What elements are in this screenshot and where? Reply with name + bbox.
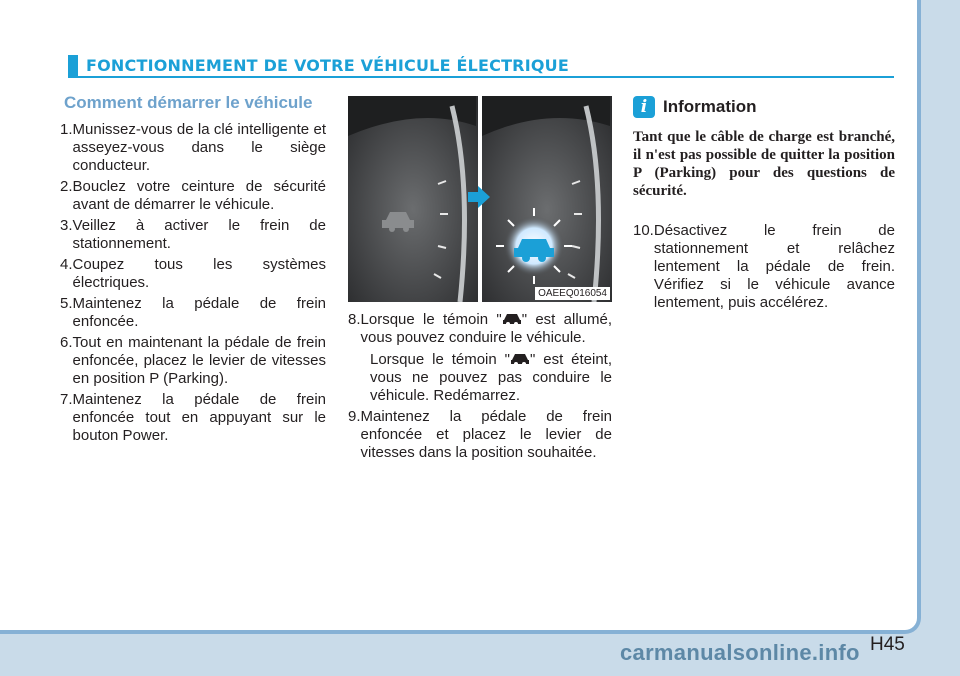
step-item xyxy=(60,334,326,388)
step-text-part: " est allumé, vous pouvez conduire le véhicule. xyxy=(360,311,612,346)
column-middle xyxy=(348,311,612,465)
step-item xyxy=(60,295,326,331)
step-number: 6. xyxy=(60,334,73,351)
step-number: 10. xyxy=(633,222,654,239)
step-item xyxy=(348,408,612,462)
page-number: H45 xyxy=(870,634,905,655)
steps-list xyxy=(60,121,326,445)
step-number: 2. xyxy=(60,178,73,195)
watermark: carmanualsonline.info xyxy=(620,640,860,665)
step-text-part: " est éteint, vous ne pouvez pas conduire le véhicule. Redémarrez. xyxy=(370,351,613,404)
step-number: 8. xyxy=(348,311,361,328)
figure-code: OAEEQ016054 xyxy=(535,287,610,300)
step-number: 5. xyxy=(60,295,73,312)
step-item xyxy=(60,178,326,214)
step-text: Désactivez le frein de stationnement et relâchez lentement la pédale de frein. Vérifiez si le véhicule avance lentement, puis accélérez. xyxy=(653,222,895,311)
step-text-part: Lorsque le témoin " xyxy=(370,351,510,368)
instrument-cluster-figure xyxy=(348,96,612,302)
column-left xyxy=(60,93,326,448)
car-ready-icon xyxy=(502,311,522,327)
info-body: Tant que le câble de charge est branché, il n'est pas possible de quitter la position P (Parking) pour des questions de sécurité. xyxy=(633,129,895,199)
step-number: 7. xyxy=(60,391,73,408)
step-text: Maintenez la pédale de frein enfoncée tout en appuyant sur le bouton Power. xyxy=(72,391,326,444)
step-item xyxy=(60,256,326,292)
info-header xyxy=(633,96,895,118)
step-text: Munissez-vous de la clé intelligente et asseyez-vous dans le siège conducteur. xyxy=(72,121,326,174)
step-number: 1. xyxy=(60,121,73,138)
step-text: Coupez tous les systèmes électriques. xyxy=(72,256,326,291)
step-text xyxy=(361,311,612,347)
header-rule xyxy=(68,76,894,78)
step-item xyxy=(633,222,895,312)
step-text: Maintenez la pédale de frein enfoncée et placez le levier de vitesses dans la position souhaitée. xyxy=(360,408,612,461)
section-heading: Comment démarrer le véhicule xyxy=(64,93,313,112)
step-subtext xyxy=(370,351,612,405)
step-number: 4. xyxy=(60,256,73,273)
step-item xyxy=(60,217,326,253)
step-text: Maintenez la pédale de frein enfoncée. xyxy=(72,295,326,330)
column-right xyxy=(633,96,895,315)
step-item xyxy=(60,391,326,445)
info-title: Information xyxy=(663,97,757,116)
step-text-part: Lorsque le témoin " xyxy=(360,311,502,328)
car-ready-icon xyxy=(510,351,530,367)
step-text: Tout en maintenant la pédale de frein enfoncée, placez le levier de vitesses en position P (Parking). xyxy=(72,334,326,387)
step-item xyxy=(348,311,612,347)
step-number: 3. xyxy=(60,217,73,234)
cluster-illustration xyxy=(348,96,612,302)
step-text: Veillez à activer le frein de stationnement. xyxy=(72,217,326,252)
step-item xyxy=(60,121,326,175)
step-text: Bouclez votre ceinture de sécurité avant de démarrer le véhicule. xyxy=(72,178,326,213)
step-number: 9. xyxy=(348,408,361,425)
chapter-title: FONCTIONNEMENT DE VOTRE VÉHICULE ÉLECTRIQUE xyxy=(86,56,569,75)
header-accent-bar xyxy=(68,55,78,77)
info-icon: i xyxy=(633,96,655,118)
